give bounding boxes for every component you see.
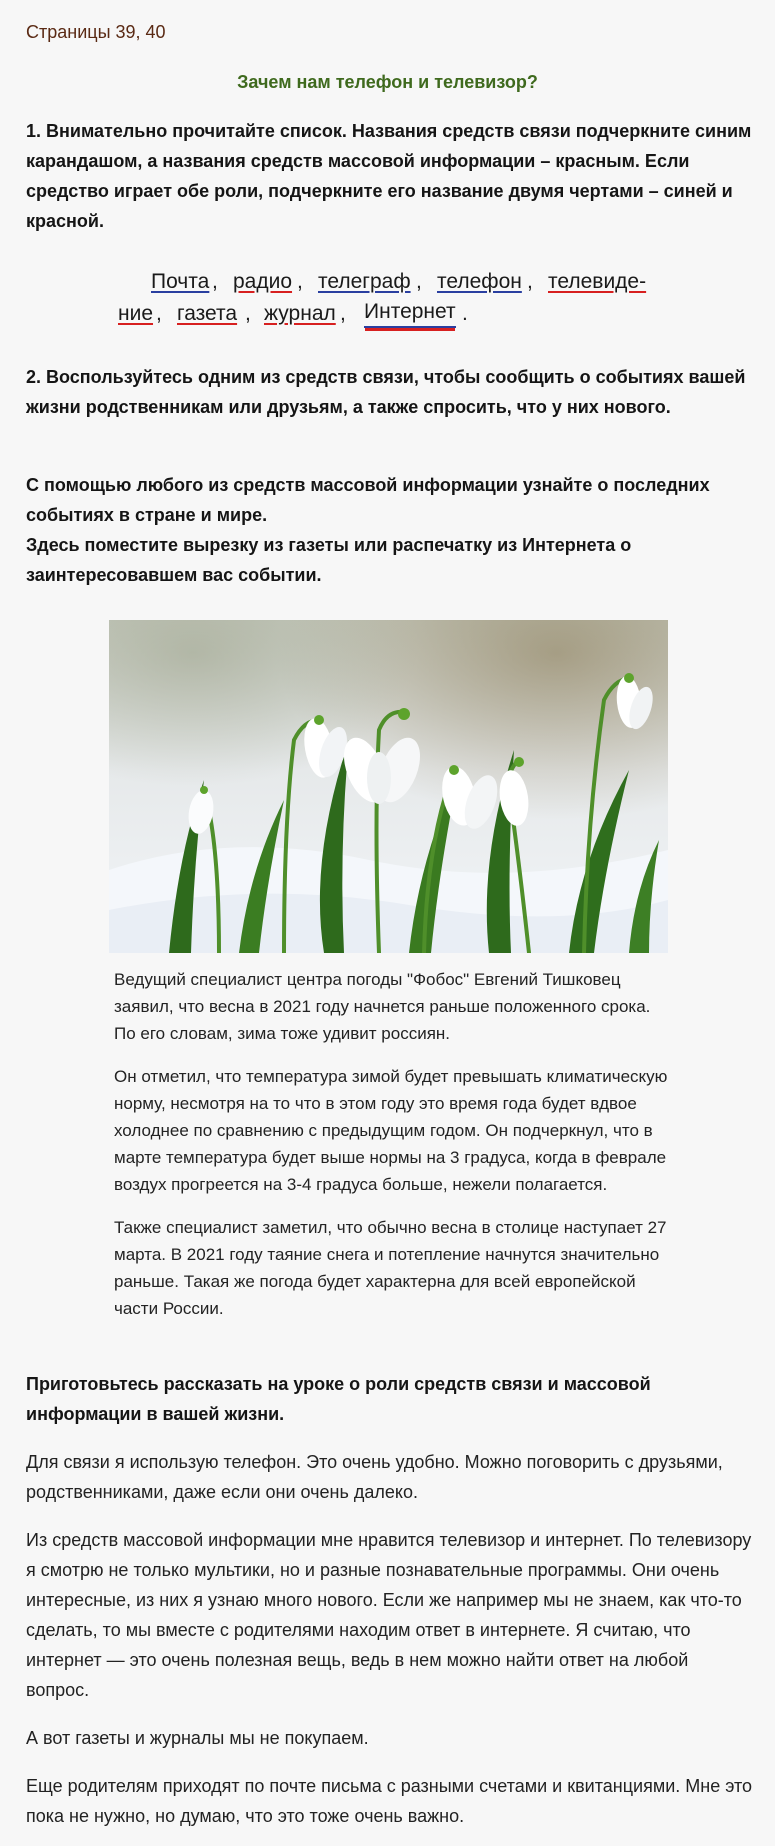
word-separator: , [212,270,218,293]
task-1-instructions: 1. Внимательно прочитайте список. Названия средств связи подчеркните синим карандашом, а названия средств массовой информации – красным. Если средство играет обе роли, подчеркните его название двумя чертами – синей и красной. [26,121,752,231]
task-4-instructions: Приготовьтесь рассказать на уроке о роли средств связи и массовой информации в вашей жизни. [26,1374,651,1424]
answer-paragraph: Для связи я использую телефон. Это очень удобно. Можно поговорить с друзьями, родственниками, даже если они очень далеко. [26,1452,723,1502]
word-telefon: телефон [437,270,522,293]
news-paragraph: Он отметил, что температура зимой будет превышать климатическую норму, несмотря на то что в этом году это время года будет вдвое холоднее по сравнению с предыдущим годом. Он подчеркнул, что в марте температура будет выше нормы на 3 градуса, когда в феврале воздух прогреется на 3-4 градуса больше, нежели полагается. [114,1067,668,1194]
pages-reference: Страницы 39, 40 [26,22,166,42]
task-3-instructions [26,470,756,590]
answer-paragraph: Еще родителям приходят по почте письма с разными счетами и квитанциями. Мне это пока не нужно, но думаю, что это тоже очень важно. [26,1776,753,1826]
word-separator: . [462,302,468,325]
word-televidenie-part1: телевиде- [548,270,647,293]
word-separator: , [527,270,533,293]
news-paragraph: Ведущий специалист центра погоды "Фобос" Евгений Тишковец заявил, что весна в 2021 году начнется раньше положенного срока. По его словам, зима тоже удивит россиян. [114,970,651,1043]
word-pochta: Почта [151,270,210,293]
snowdrops-photo [109,620,668,953]
word-telegraf: телеграф [318,270,411,293]
page-title: Зачем нам телефон и телевизор? [237,72,538,92]
answer-text [26,1447,756,1831]
task-3-line-2: Здесь поместите вырезку из газеты или распечатку из Интернета о заинтересовавшем вас событии. [26,535,632,585]
answer-paragraph: А вот газеты и журналы мы не покупаем. [26,1728,369,1748]
word-separator: , [340,302,346,325]
word-separator: , [297,270,303,293]
answer-paragraph: Из средств массовой информации мне нравится телевизор и интернет. По телевизору я смотрю не только мультики, но и разные познавательные программы. Они очень интересные, из них я узнаю много нового. Если же например мы не знаем, как что-то сделать, то мы вместе с родителями находим ответ в интернете. Я считаю, что интернет — это очень полезная вещь, ведь в нем можно найти ответ на любой вопрос. [26,1530,752,1700]
word-televidenie-part2: ние [118,302,154,325]
word-separator: , [245,302,251,325]
task-2-instructions: 2. Воспользуйтесь одним из средств связи, чтобы сообщить о событиях вашей жизни родственникам или друзьям, а также спросить, что у них нового. [26,367,746,417]
media-word-list [0,266,775,336]
word-radio: радио [233,270,293,293]
word-zhurnal: журнал [264,302,336,325]
word-separator: , [416,270,422,293]
word-gazeta: газета [177,302,238,325]
news-clipping [114,966,674,1322]
task-3-line-1: С помощью любого из средств массовой информации узнайте о последних событиях в стране и мире. [26,475,710,525]
word-separator: , [156,302,162,325]
word-internet: Интернет [364,298,456,328]
news-paragraph: Также специалист заметил, что обычно весна в столице наступает 27 марта. В 2021 году таяние снега и потепление начнутся значительно раньше. Такая же погода будет характерна для всей европейской части России. [114,1218,667,1318]
